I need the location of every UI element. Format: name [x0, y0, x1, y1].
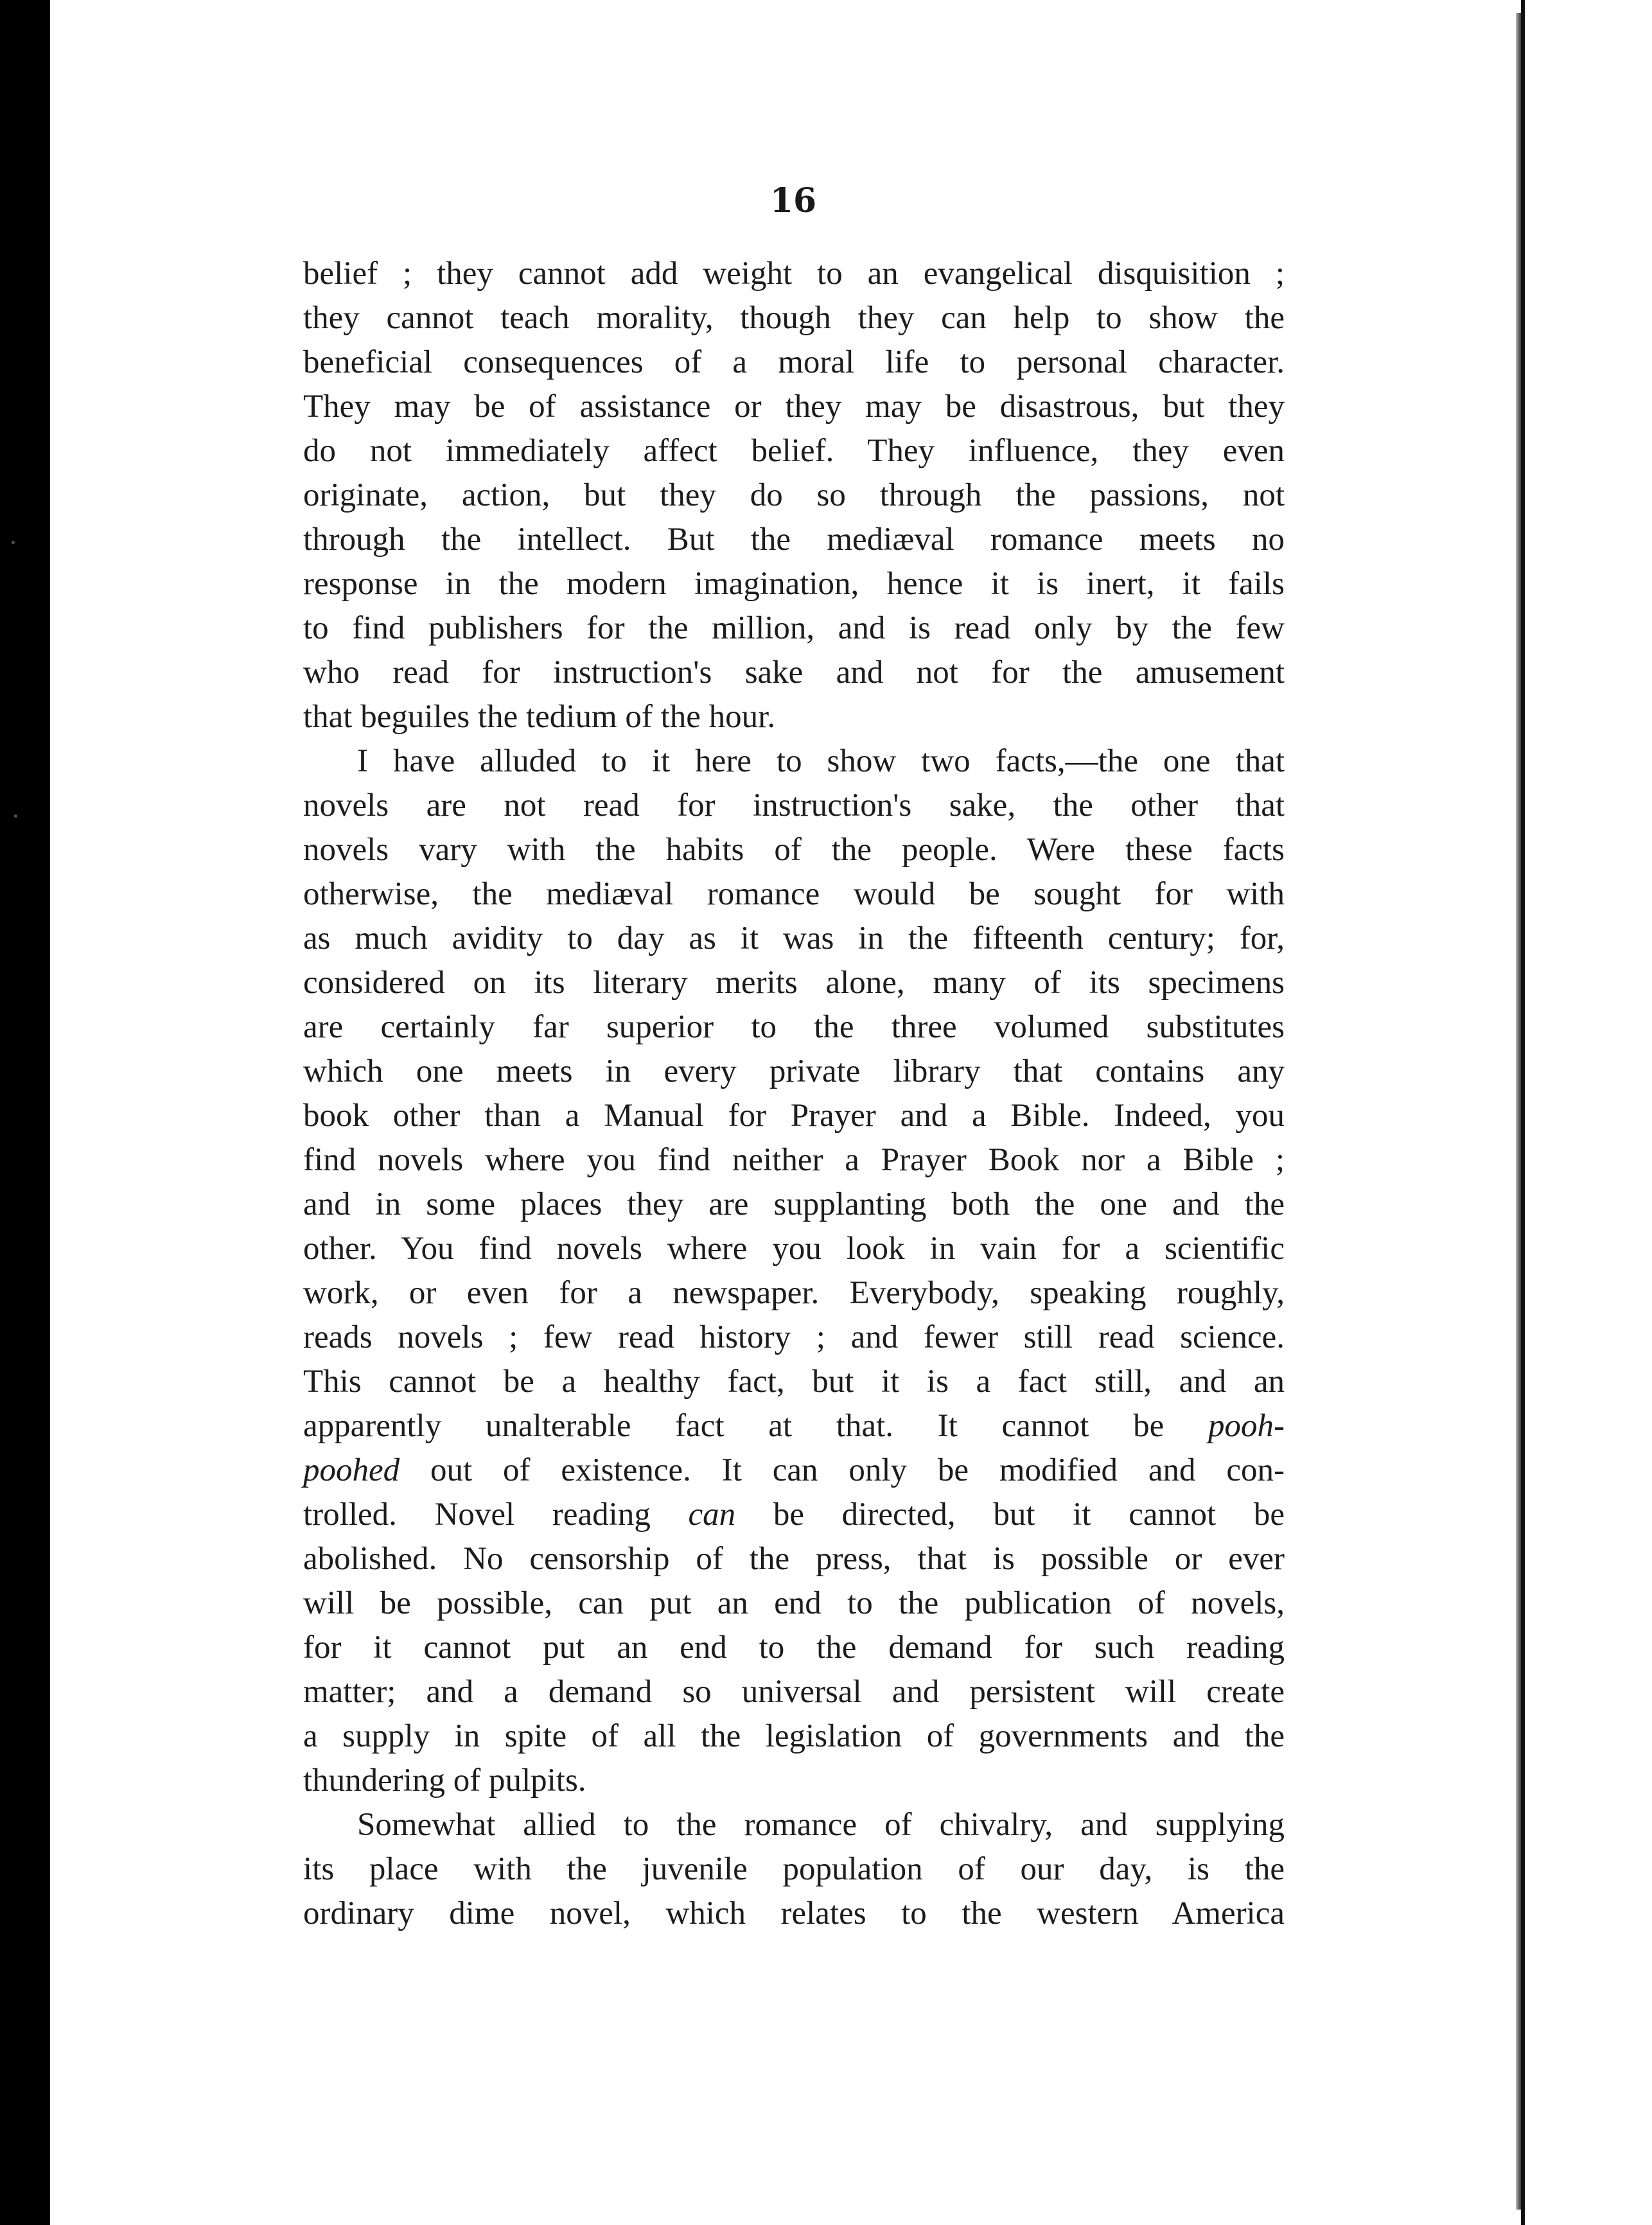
adjacent-page-edge [1521, 0, 1652, 2225]
text-line: They may be of assistance or they may be disastrous, but they [303, 389, 1285, 425]
text-segment: be directed, but it cannot be [735, 1497, 1285, 1533]
text-line: who read for instruction's sake and not for the amusement [303, 655, 1285, 690]
paragraph-last-line: thundering of pulpits. [303, 1763, 586, 1798]
text-line [303, 1404, 1285, 1448]
text-line: a supply in spite of all the legislation of governments and the [303, 1718, 1285, 1754]
text-line: This cannot be a healthy fact, but it is a fact still, and an [303, 1364, 1285, 1400]
text-line: find novels where you find neither a Prayer Book nor a Bible ; [303, 1142, 1285, 1178]
text-line: book other than a Manual for Prayer and a Bible. Indeed, you [303, 1098, 1285, 1134]
text-line: beneficial consequences of a moral life to personal character. [303, 344, 1285, 380]
text-line: will be possible, can put an end to the publication of novels, [303, 1585, 1285, 1621]
page-number: 16 [769, 181, 817, 220]
text-line: belief ; they cannot add weight to an evangelical disquisition ; [303, 256, 1285, 292]
text-line: novels vary with the habits of the people. Were these facts [303, 832, 1285, 868]
text-line: as much avidity to day as it was in the fifteenth century; for, [303, 920, 1285, 956]
text-line: are certainly far superior to the three volumed substitutes [303, 1009, 1285, 1045]
text-line: do not immediately affect belief. They influence, they even [303, 433, 1285, 469]
text-line: work, or even for a newspaper. Everybody, speaking roughly, [303, 1275, 1285, 1311]
text-line: otherwise, the mediæval romance would be sought for with [303, 876, 1285, 912]
text-line: matter; and a demand so universal and persistent will create [303, 1674, 1285, 1710]
paragraph-first-line: Somewhat allied to the romance of chivalry, and supplying [357, 1807, 1285, 1843]
scan-speck [12, 541, 15, 544]
scan-speck [14, 814, 17, 818]
text-segment: apparently unalterable fact at that. It cannot be [303, 1408, 1209, 1444]
paragraph-last-line: that beguiles the tedium of the hour. [303, 699, 776, 735]
text-line [303, 1448, 1285, 1493]
text-line: its place with the juvenile population of our day, is the [303, 1851, 1285, 1887]
italic-word: pooh- [1208, 1408, 1285, 1444]
text-line: abolished. No censorship of the press, that is possible or ever [303, 1541, 1285, 1577]
paragraph-first-line: I have alluded to it here to show two facts,—the one that [357, 743, 1285, 779]
text-line: novels are not read for instruction's sake, the other that [303, 787, 1285, 823]
text-line: response in the modern imagination, hence it is inert, it fails [303, 566, 1285, 602]
text-line [303, 1493, 1285, 1537]
text-line: reads novels ; few read history ; and fewer still read science. [303, 1319, 1285, 1355]
text-segment: out of existence. It can only be modified and con- [400, 1452, 1285, 1488]
italic-word: can [688, 1497, 736, 1533]
text-line: to find publishers for the million, and is read only by the few [303, 610, 1285, 646]
text-line: they cannot teach morality, though they can help to show the [303, 300, 1285, 336]
italic-word: poohed [303, 1452, 400, 1488]
text-line: originate, action, but they do so through the passions, not [303, 477, 1285, 513]
text-line: which one meets in every private library that contains any [303, 1053, 1285, 1089]
text-line: through the intellect. But the mediæval romance meets no [303, 522, 1285, 558]
text-line: for it cannot put an end to the demand for such reading [303, 1630, 1285, 1666]
text-line: other. You find novels where you look in vain for a scientific [303, 1231, 1285, 1267]
text-line: and in some places they are supplanting both the one and the [303, 1186, 1285, 1222]
body-text [303, 252, 1285, 1936]
text-line: considered on its literary merits alone, many of its specimens [303, 965, 1285, 1001]
text-segment: trolled. Novel reading [303, 1497, 689, 1533]
text-line: ordinary dime novel, which relates to the western America [303, 1895, 1285, 1931]
